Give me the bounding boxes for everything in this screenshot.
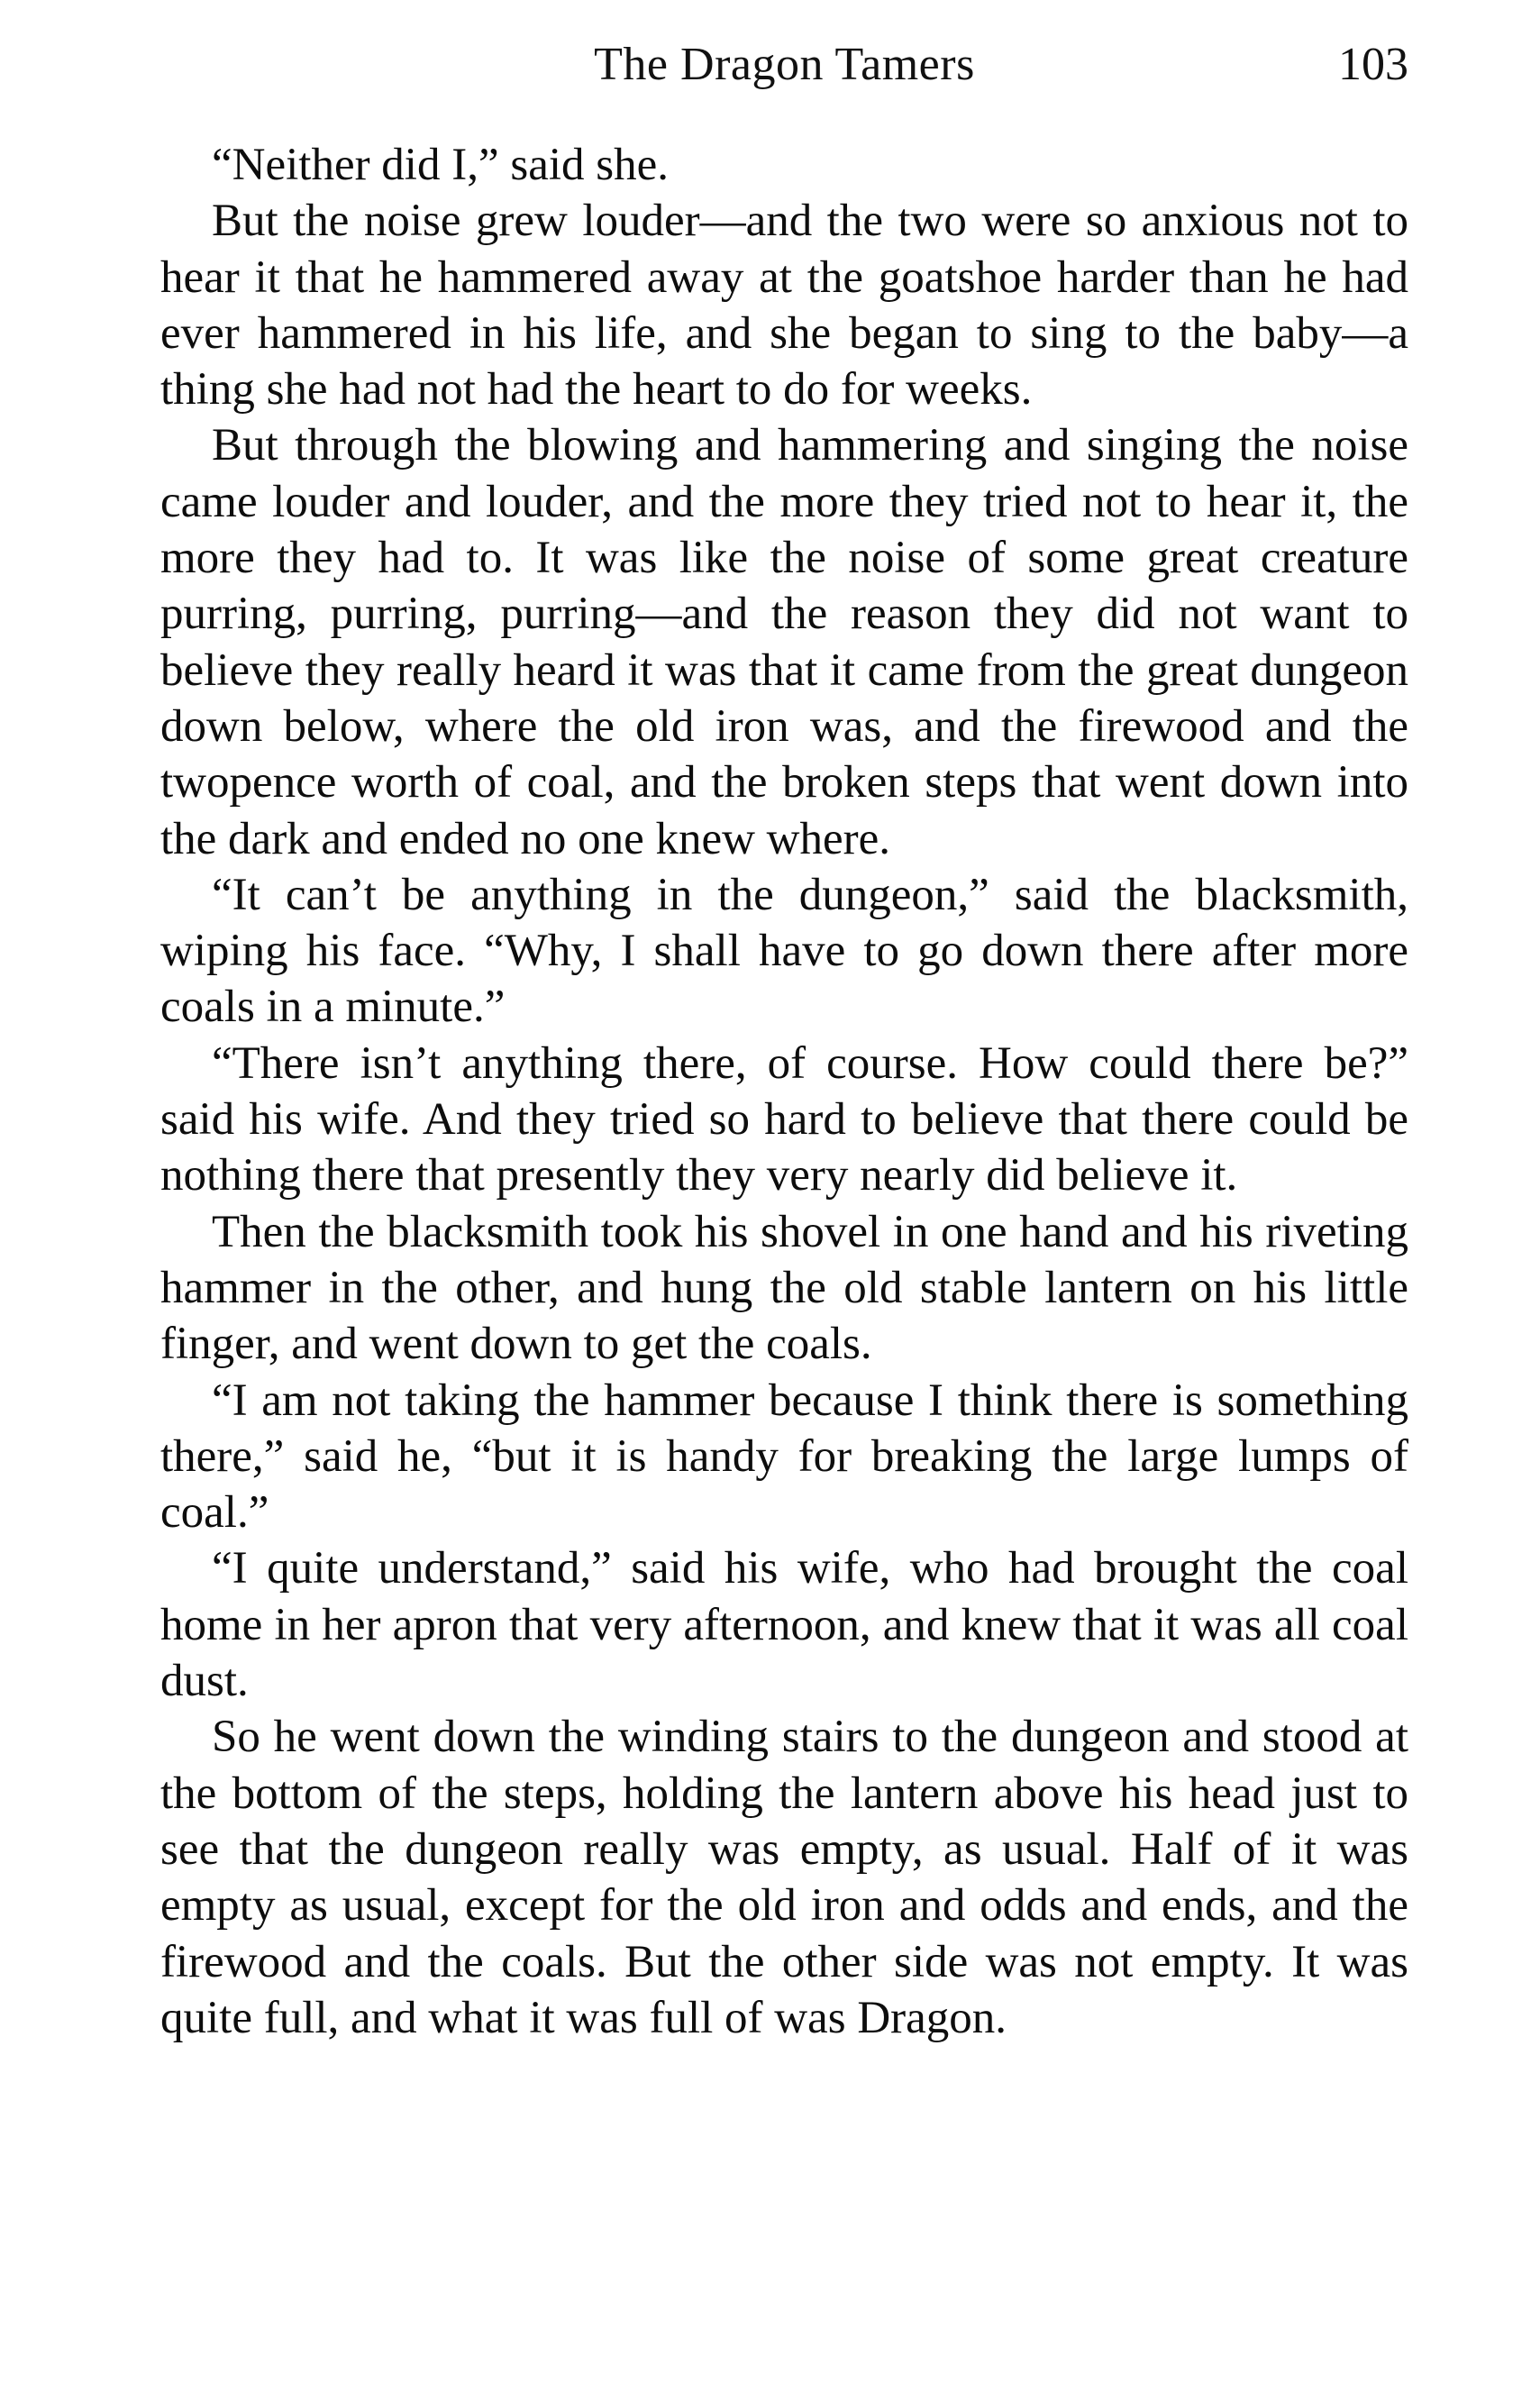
paragraph: “Neither did I,” said she. [212, 140, 669, 190]
paragraph: “I quite understand,” said his wife, who had brought the coal home in her apron that very afternoon, and knew that it was all coal dust. [160, 1543, 1408, 1707]
paragraph: So he went down the winding stairs to the dungeon and stood at the bottom of the steps, holding the lantern above his head just to see that the dungeon really was empty, as usual. Half of it was empty as usual, except for the old iron and odds and ends, and the firewood and the coals. But the other side was not empty. It was quite full, and what it was full of was Dragon. [160, 1712, 1408, 2043]
chapter-title: The Dragon Tamers [594, 39, 975, 90]
paragraph: But through the blowing and hammering and singing the noise came louder and louder, and the more they tried not to hear it, the more they had to. It was like the noise of some great creature purring, purring, purring—and the reason they did not want to believe they really heard it was that it came from the great dungeon down below, where the old iron was, and the firewood and the twopence worth of coal, and the broken steps that went down into the dark and ended no one knew where. [160, 420, 1408, 864]
paragraph: But the noise grew louder—and the two were so anxious not to hear it that he hammered away at the goatshoe harder than he had ever hammered in his life, and she began to sing to the baby—a thing she had not had the heart to do for weeks. [160, 196, 1408, 416]
paragraph: Then the blacksmith took his shovel in one hand and his riveting hammer in the other, and hung the old stable lantern on his little finger, and went down to get the coals. [160, 1206, 1408, 1370]
paragraph: “It can’t be anything in the dungeon,” said the blacksmith, wiping his face. “Why, I shall have to go down there after more coals in a minute.” [160, 869, 1408, 1033]
body-text [160, 137, 1408, 2046]
paragraph: “There isn’t anything there, of course. How could there be?” said his wife. And they tried so hard to believe that there could be nothing there that presently they very nearly did believe it. [160, 1037, 1408, 1201]
running-head [160, 38, 1408, 110]
paragraph: “I am not taking the hammer because I think there is something there,” said he, “but it is handy for breaking the large lumps of coal.” [160, 1375, 1408, 1539]
page-number: 103 [1338, 39, 1408, 90]
